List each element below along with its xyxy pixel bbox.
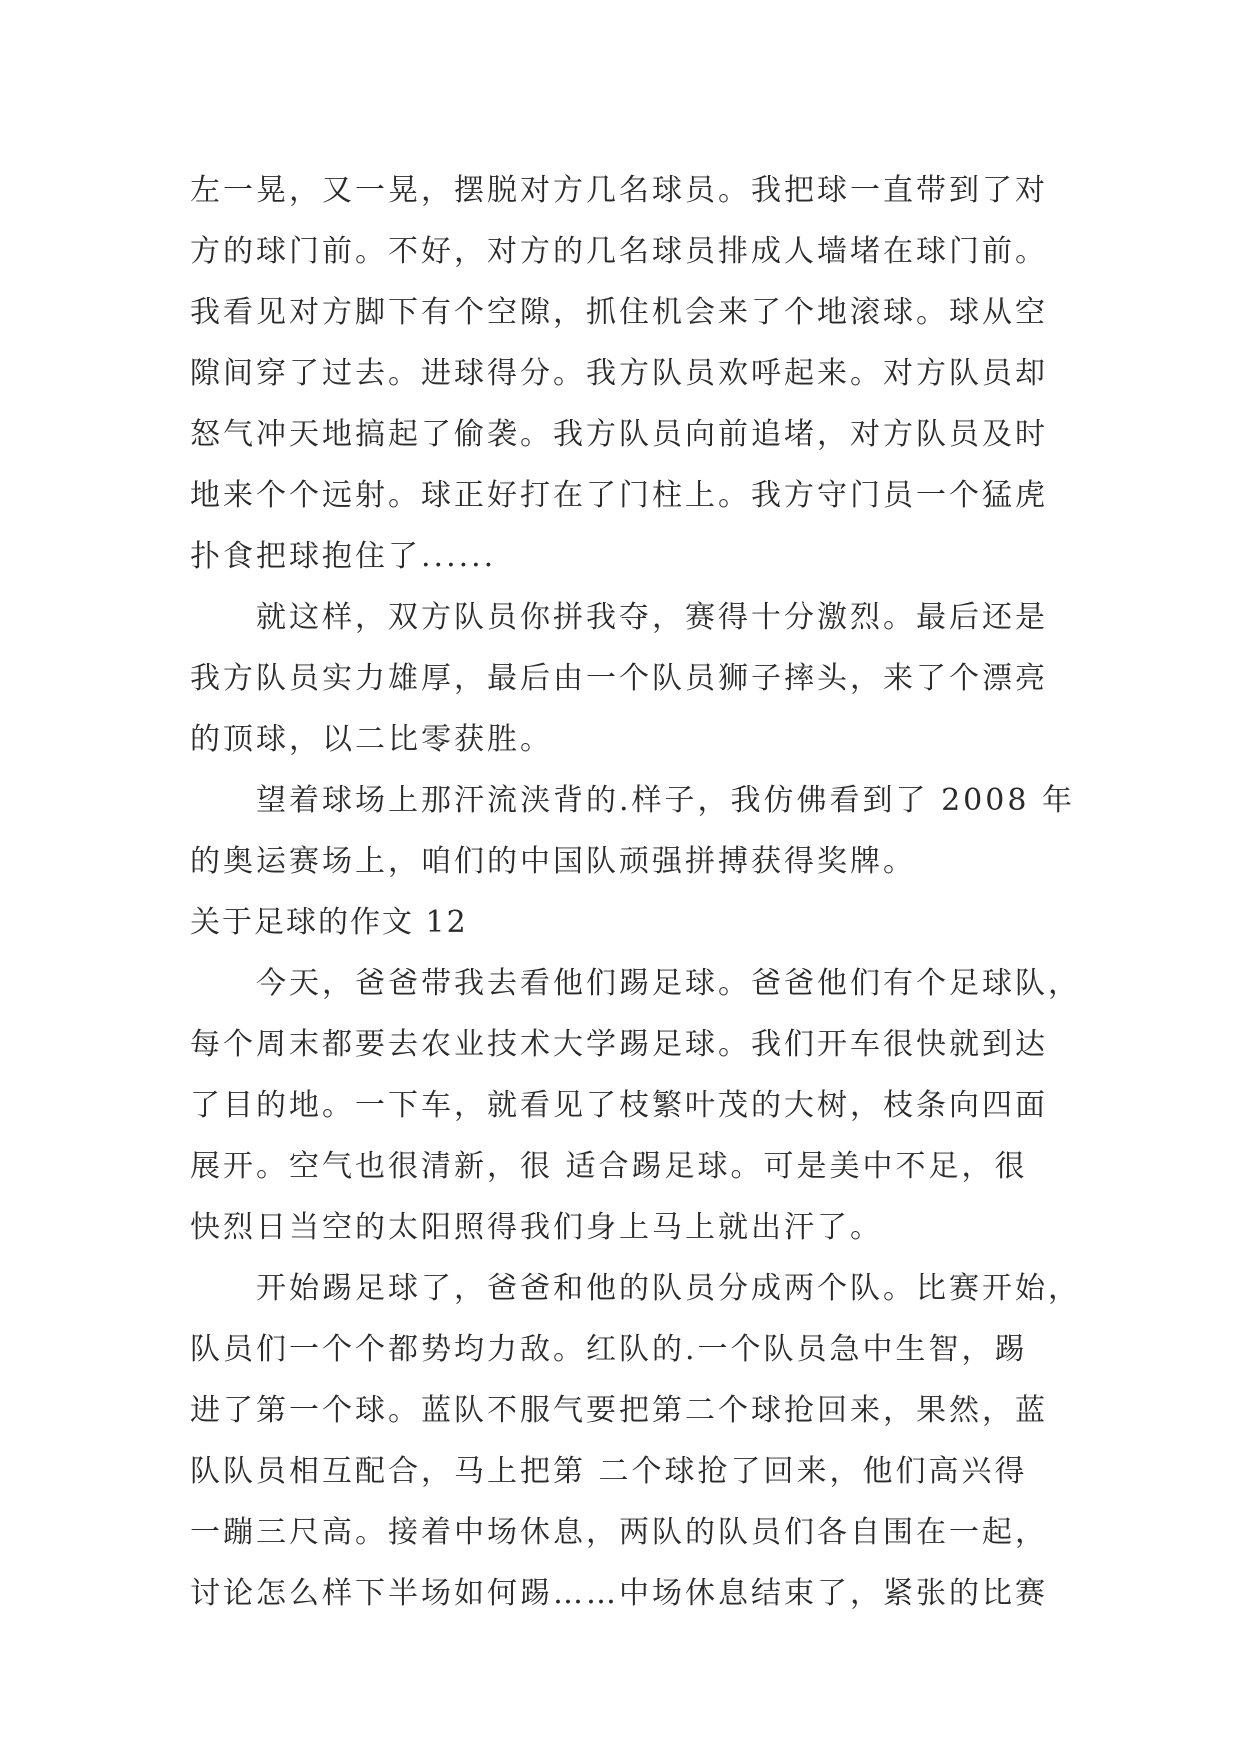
paragraph-1-line-7: 扑食把球抱住了...... — [190, 539, 497, 574]
paragraph-3-line-2: 的奥运赛场上，咱们的中国队顽强拼搏获得奖牌。 — [190, 844, 916, 879]
paragraph-2-line-1: 就这样，双方队员你拼我夺，赛得十分激烈。最后还是 — [256, 600, 1048, 635]
section-heading: 关于足球的作文 12 — [190, 905, 468, 940]
paragraph-2-line-3: 的顶球，以二比零获胜。 — [190, 722, 553, 757]
paragraph-3-line-1: 望着球场上那汗流浃背的.样子，我仿佛看到了 2008 年 — [256, 783, 1075, 818]
paragraph-5-line-1: 今天，爸爸带我去看他们踢足球。爸爸他们有个足球队， — [256, 966, 1081, 1001]
paragraph-5-line-5: 快烈日当空的太阳照得我们身上马上就出汗了。 — [190, 1210, 883, 1245]
paragraph-1-line-3: 我看见对方脚下有个空隙，抓住机会来了个地滚球。球从空 — [190, 295, 1048, 330]
paragraph-1-line-6: 地来个个远射。球正好打在了门柱上。我方守门员一个猛虎 — [190, 478, 1048, 513]
paragraph-1-line-5: 怒气冲天地搞起了偷袭。我方队员向前追堵，对方队员及时 — [190, 417, 1048, 452]
paragraph-5-line-3: 了目的地。一下车，就看见了枝繁叶茂的大树，枝条向四面 — [190, 1088, 1048, 1123]
paragraph-5-line-4: 展开。空气也很清新，很 适合踢足球。可是美中不足，很 — [190, 1149, 1028, 1184]
paragraph-6-line-3: 进了第一个球。蓝队不服气要把第二个球抢回来，果然，蓝 — [190, 1393, 1048, 1428]
document-body — [190, 160, 1081, 1624]
paragraph-6-line-5: 一蹦三尺高。接着中场休息，两队的队员们各自围在一起， — [190, 1515, 1048, 1550]
paragraph-6-line-6: 讨论怎么样下半场如何踢……中场休息结束了，紧张的比赛 — [190, 1576, 1048, 1611]
paragraph-1-line-2: 方的球门前。不好，对方的几名球员排成人墙堵在球门前。 — [190, 234, 1048, 269]
paragraph-1-line-1: 左一晃，又一晃，摆脱对方几名球员。我把球一直带到了对 — [190, 173, 1048, 208]
paragraph-6-line-2: 队员们一个个都势均力敌。红队的.一个队员急中生智，踢 — [190, 1332, 1028, 1367]
paragraph-5-line-2: 每个周末都要去农业技术大学踢足球。我们开车很快就到达 — [190, 1027, 1048, 1062]
paragraph-1-line-4: 隙间穿了过去。进球得分。我方队员欢呼起来。对方队员却 — [190, 356, 1048, 391]
paragraph-2-line-2: 我方队员实力雄厚，最后由一个队员狮子摔头，来了个漂亮 — [190, 661, 1048, 696]
paragraph-6-line-4: 队队员相互配合，马上把第 二个球抢了回来，他们高兴得 — [190, 1454, 1028, 1489]
paragraph-6-line-1: 开始踢足球了，爸爸和他的队员分成两个队。比赛开始， — [256, 1271, 1081, 1306]
